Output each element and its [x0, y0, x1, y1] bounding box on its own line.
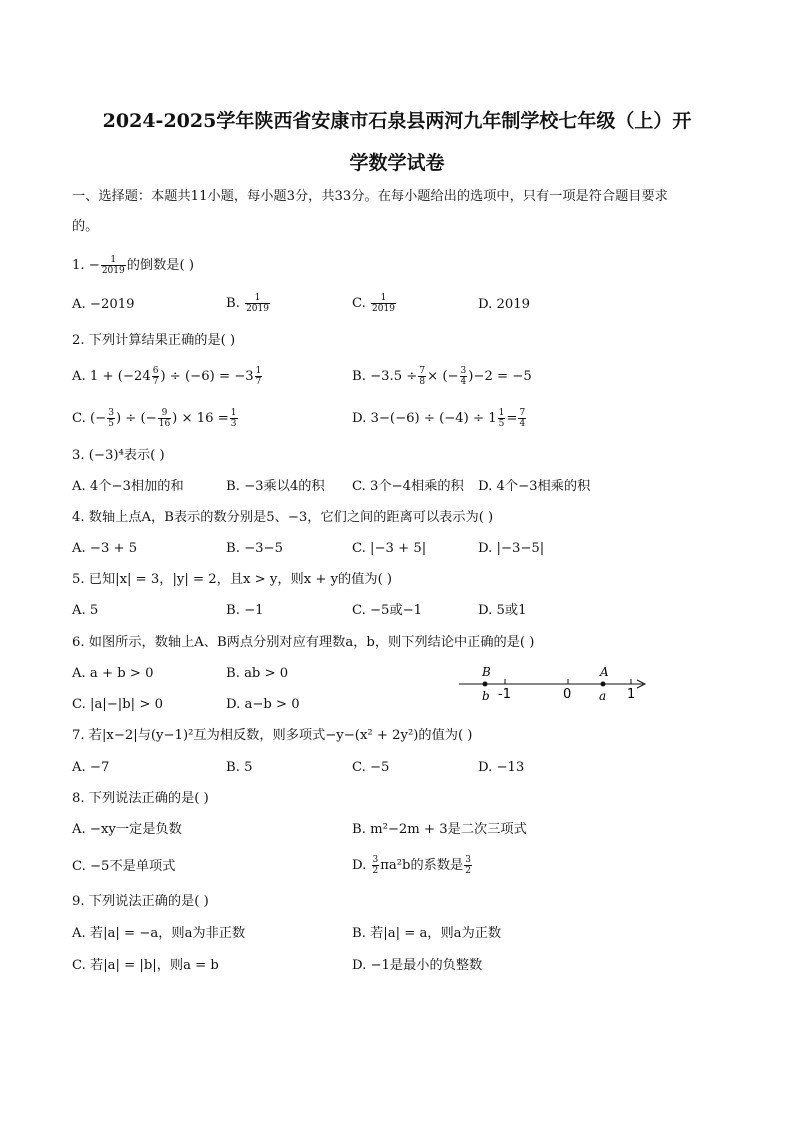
- q8-d-part1: D.: [352, 858, 371, 873]
- q2-c-num3: 1: [230, 408, 237, 418]
- question-9: 9. 下列说法正确的是( ): [72, 894, 209, 909]
- q2-option-a[interactable]: [72, 366, 263, 387]
- q5-option-d[interactable]: D. 5或1: [478, 603, 527, 618]
- q2-c-frac3: [230, 408, 238, 429]
- q2-c-den1: 5: [108, 419, 114, 429]
- question-8: 8. 下列说法正确的是( ): [72, 791, 209, 806]
- question-1: [72, 255, 194, 276]
- q2-d-frac1: [498, 408, 506, 429]
- q4-option-c[interactable]: C. |−3 + 5|: [352, 541, 427, 556]
- q2-option-d[interactable]: [352, 408, 527, 429]
- q2-option-b[interactable]: [352, 366, 532, 387]
- label-0: 0: [563, 687, 572, 702]
- q8-d-part2: πa²b的系数是: [380, 858, 464, 873]
- label-a: a: [599, 689, 607, 703]
- q1-fraction: [101, 255, 126, 276]
- q5-option-c[interactable]: C. −5或−1: [352, 603, 423, 618]
- q2-b-num2: 3: [460, 366, 467, 376]
- q2-b-num1: 7: [419, 366, 426, 376]
- q1-c-fraction: [371, 293, 396, 314]
- q9-option-b[interactable]: B. 若|a| = a，则a为正数: [352, 926, 502, 941]
- q3-option-d[interactable]: D. 4个−3相乘的积: [478, 479, 591, 494]
- q4-option-a[interactable]: A. −3 + 5: [72, 541, 138, 556]
- q5-option-b[interactable]: B. −1: [226, 603, 264, 618]
- q2-b-den1: 8: [419, 377, 426, 387]
- q2-a-den2: 7: [255, 377, 262, 387]
- q9-option-a[interactable]: A. 若|a| = −a，则a为非正数: [72, 926, 246, 941]
- q1-suffix: 的倒数是( ): [126, 258, 194, 273]
- q2-d-num2: 7: [519, 408, 526, 418]
- point-b: [483, 682, 488, 687]
- q8-option-c[interactable]: C. −5不是单项式: [72, 859, 176, 874]
- question-6: 6. 如图所示，数轴上A、B两点分别对应有理数a，b，则下列结论中正确的是( ): [72, 635, 535, 650]
- q8-d-frac1: [372, 855, 380, 876]
- q1-prefix: 1. −: [72, 258, 100, 273]
- q1-b-num: 1: [245, 293, 270, 304]
- q2-a-num1: 6: [152, 366, 159, 376]
- q2-b-part3: )−2 = −5: [468, 369, 532, 384]
- q2-b-frac2: [460, 366, 468, 387]
- label-neg1: -1: [498, 687, 511, 702]
- question-2: 2. 下列计算结果正确的是( ): [72, 333, 236, 348]
- q2-a-part2: ) ÷ (−6) = −3: [160, 369, 254, 384]
- q2-c-frac2: [158, 408, 171, 429]
- point-a: [601, 682, 606, 687]
- q2-c-frac1: [107, 408, 115, 429]
- q1-b-fraction: [245, 293, 270, 314]
- q2-c-part3: ) × 16 =: [172, 411, 229, 426]
- question-5: 5. 已知|x| = 3，|y| = 2，且x > y，则x + y的值为( ): [72, 572, 393, 587]
- q6-option-d[interactable]: D. a−b > 0: [226, 697, 300, 712]
- q7-option-a[interactable]: A. −7: [72, 760, 110, 775]
- q2-d-den1: 5: [498, 419, 505, 429]
- q2-c-num1: 3: [108, 408, 114, 418]
- q4-option-d[interactable]: D. |−3−5|: [478, 541, 545, 556]
- q2-a-den1: 7: [152, 377, 159, 387]
- q2-a-num2: 1: [255, 366, 262, 376]
- q8-option-a[interactable]: A. −xy一定是负数: [72, 822, 182, 837]
- q2-c-num2: 9: [158, 408, 171, 419]
- q3-option-a[interactable]: A. 4个−3相加的和: [72, 479, 184, 494]
- q2-c-den3: 3: [230, 419, 237, 429]
- q1-c-num: 1: [371, 293, 396, 304]
- q1-c-prefix: C.: [352, 296, 371, 311]
- q2-d-den2: 4: [519, 419, 526, 429]
- q2-d-frac2: [518, 408, 526, 429]
- q4-option-b[interactable]: B. −3−5: [226, 541, 283, 556]
- exam-title-line1: 2024-2025学年陕西省安康市石泉县两河九年制学校七年级（上）开: [102, 110, 692, 132]
- label-A: A: [600, 665, 609, 679]
- q2-b-den2: 4: [460, 377, 467, 387]
- q8-d-frac2: [464, 855, 472, 876]
- q6-option-b[interactable]: B. ab > 0: [226, 666, 289, 681]
- q2-c-part1: C. (−: [72, 411, 107, 426]
- q1-b-den: 2019: [246, 304, 269, 314]
- q1-frac-num: 1: [101, 255, 126, 266]
- q7-option-d[interactable]: D. −13: [478, 760, 525, 775]
- section-intro-cont: 的。: [72, 219, 99, 234]
- question-4: 4. 数轴上点A，B表示的数分别是5、−3，它们之间的距离可以表示为( ): [72, 510, 494, 525]
- exam-title-line2: 学数学试卷: [349, 152, 445, 174]
- q3-option-b[interactable]: B. −3乘以4的积: [226, 479, 325, 494]
- q7-option-b[interactable]: B. 5: [226, 760, 253, 775]
- q9-option-c[interactable]: C. 若|a| = |b|，则a = b: [72, 958, 219, 973]
- q2-d-num1: 1: [498, 408, 505, 418]
- q8-d-num2: 3: [465, 855, 471, 865]
- q8-d-den2: 2: [465, 866, 471, 876]
- q2-d-part1: D. 3−(−6) ÷ (−4) ÷ 1: [352, 411, 497, 426]
- q8-d-num1: 3: [372, 855, 379, 865]
- q1-option-a[interactable]: A. −2019: [72, 297, 135, 312]
- q2-d-part2: =: [506, 411, 518, 426]
- number-line-figure: [455, 662, 655, 706]
- question-7: 7. 若|x−2|与(y−1)²互为相反数，则多项式−y−(x² + 2y²)的值为( ): [72, 728, 473, 743]
- q8-d-den1: 2: [372, 866, 379, 876]
- q6-option-a[interactable]: A. a + b > 0: [72, 666, 154, 681]
- label-b: b: [482, 689, 490, 703]
- q2-a-part1: A. 1 + (−24: [72, 369, 151, 384]
- section-intro: 一、选择题：本题共11小题，每小题3分，共33分。在每小题给出的选项中，只有一项是符合题目要求: [72, 189, 668, 204]
- q2-c-den2: 16: [158, 419, 171, 429]
- q7-option-c[interactable]: C. −5: [352, 760, 390, 775]
- q9-option-d[interactable]: D. −1是最小的负整数: [352, 958, 483, 973]
- q8-option-b[interactable]: B. m²−2m + 3是二次三项式: [352, 822, 527, 837]
- q1-c-den: 2019: [372, 304, 395, 314]
- q1-option-c[interactable]: [352, 293, 397, 314]
- q1-b-prefix: B.: [226, 296, 245, 311]
- question-3: 3. (−3)⁴表示( ): [72, 448, 165, 463]
- q2-b-part1: B. −3.5 ÷: [352, 369, 418, 384]
- q3-option-c[interactable]: C. 3个−4相乘的积: [352, 479, 464, 494]
- q1-option-b[interactable]: [226, 293, 271, 314]
- q2-b-frac1: [418, 366, 426, 387]
- q1-option-d[interactable]: D. 2019: [478, 297, 531, 312]
- q2-a-frac1: [152, 366, 160, 387]
- q2-option-c[interactable]: [72, 408, 239, 429]
- q5-option-a[interactable]: A. 5: [72, 603, 99, 618]
- q1-frac-den: 2019: [101, 266, 125, 276]
- q6-option-c[interactable]: C. |a|−|b| > 0: [72, 697, 163, 712]
- label-1: 1: [627, 687, 636, 702]
- q2-b-part2: × (−: [427, 369, 459, 384]
- label-B: B: [482, 665, 491, 679]
- q2-c-part2: ) ÷ (−: [115, 411, 157, 426]
- q2-a-frac2: [255, 366, 263, 387]
- q8-option-d[interactable]: [352, 855, 473, 876]
